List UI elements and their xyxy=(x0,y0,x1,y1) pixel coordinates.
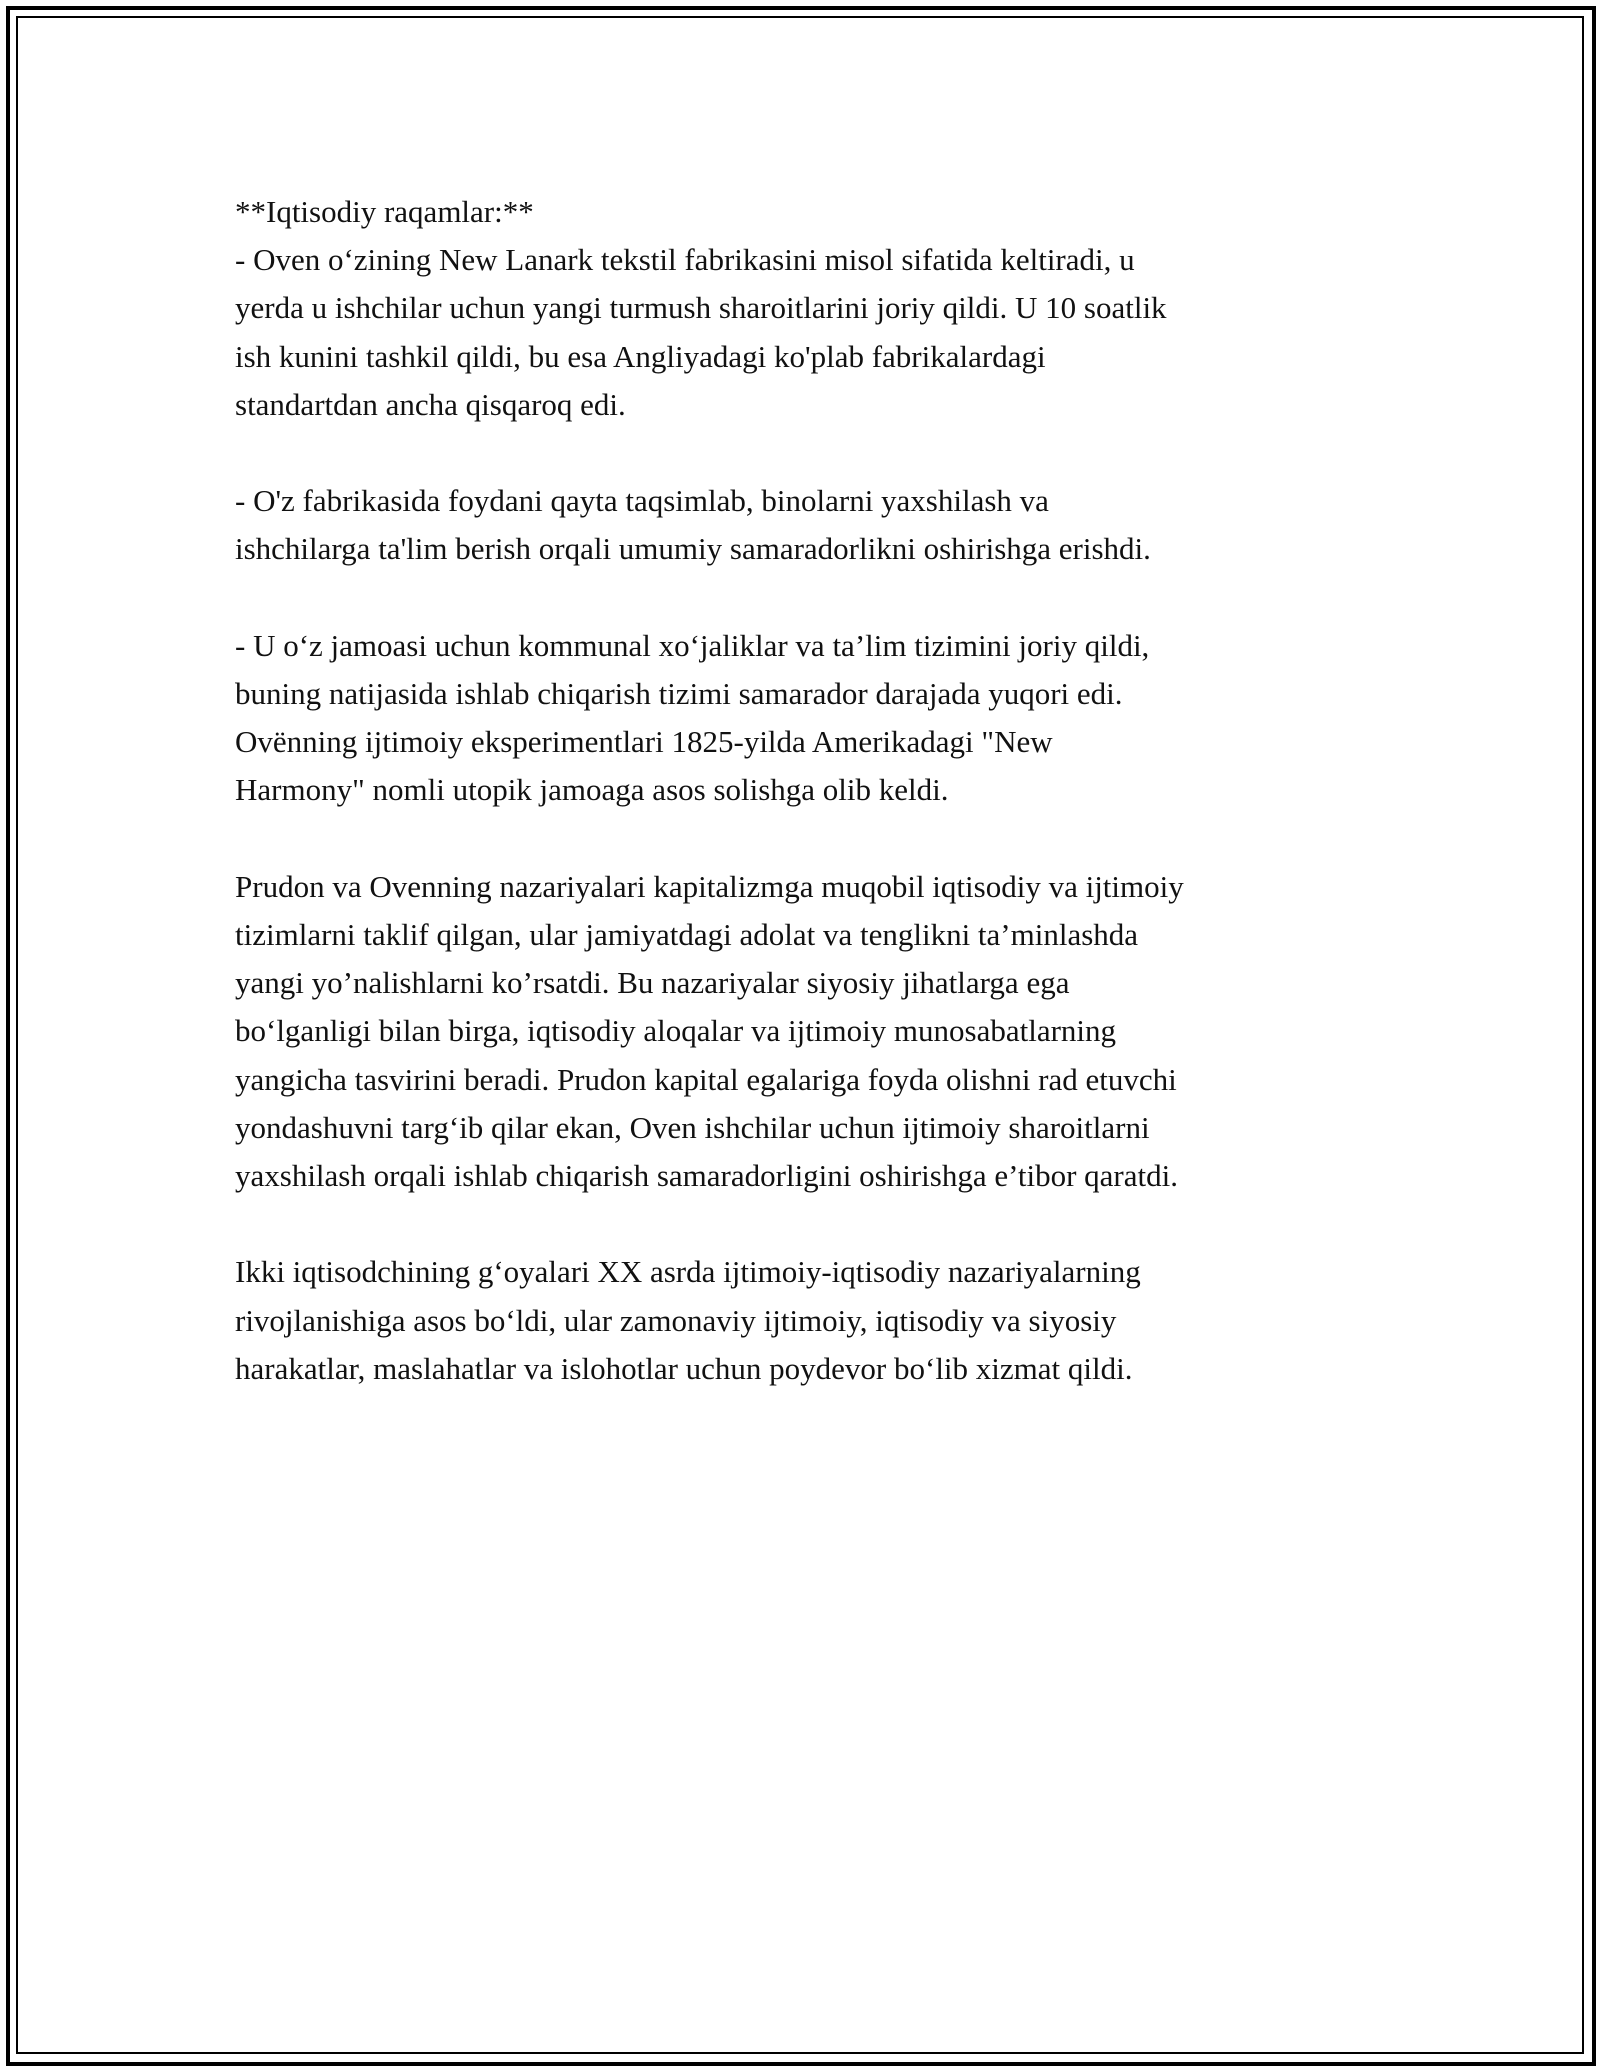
text-line: ishchilarga ta'lim berish orqali umumiy samaradorlikni oshirishga erishdi. xyxy=(235,531,1151,567)
text-line: bo‘lganligi bilan birga, iqtisodiy aloqalar va ijtimoiy munosabatlarning xyxy=(235,1013,1117,1049)
text-line: yangi yo’nalishlarni ko’rsatdi. Bu nazariyalar siyosiy jihatlarga ega xyxy=(235,965,1070,1001)
text-line: yondashuvni targ‘ib qilar ekan, Oven ishchilar uchun ijtimoiy sharoitlarni xyxy=(235,1109,1150,1145)
text-line: yaxshilash orqali ishlab chiqarish samaradorligini oshirishga e’tibor qaratdi. xyxy=(235,1158,1178,1194)
text-line: Ikki iqtisodchining g‘oyalari XX asrda ijtimoiy-iqtisodiy nazariyalarning xyxy=(235,1254,1141,1290)
document-body xyxy=(235,188,1375,1441)
text-line: Harmony" nomli utopik jamoaga asos solishga olib keldi. xyxy=(235,772,949,808)
paragraph-community-systems xyxy=(235,622,1375,815)
text-line: - O'z fabrikasida foydani qayta taqsimlab, binolarni yaxshilash va xyxy=(235,483,1049,519)
text-line: yerda u ishchilar uchun yangi turmush sharoitlarini joriy qildi. U 10 soatlik xyxy=(235,290,1167,326)
paragraph-prudon-oven-theories xyxy=(235,863,1375,1200)
text-line: yangicha tasvirini beradi. Prudon kapital egalariga foyda olishni rad etuvchi xyxy=(235,1061,1177,1097)
paragraph-profit-redistribution xyxy=(235,477,1375,573)
section-heading: **Iqtisodiy raqamlar:** xyxy=(235,194,534,229)
text-line: harakatlar, maslahatlar va islohotlar uchun poydevor bo‘lib xizmat qildi. xyxy=(235,1350,1133,1386)
paragraph-economic-figures-intro xyxy=(235,188,1375,429)
text-line: standartdan ancha qisqaroq edi. xyxy=(235,386,626,422)
text-line: tizimlarni taklif qilgan, ular jamiyatdagi adolat va tenglikni ta’minlashda xyxy=(235,917,1139,952)
paragraph-legacy xyxy=(235,1248,1375,1393)
text-line: buning natijasida ishlab chiqarish tizimi samarador darajada yuqori edi. xyxy=(235,676,1123,711)
text-line: Prudon va Ovenning nazariyalari kapitalizmga muqobil iqtisodiy va ijtimoiy xyxy=(235,868,1184,904)
text-line: rivojlanishiga asos bo‘ldi, ular zamonaviy ijtimoiy, iqtisodiy va siyosiy xyxy=(235,1302,1117,1338)
text-line: Ovënning ijtimoiy eksperimentlari 1825-yilda Amerikadagi "New xyxy=(235,724,1053,760)
text-line: ish kunini tashkil qildi, bu esa Angliyadagi ko'plab fabrikalardagi xyxy=(235,338,1046,374)
text-line: - Oven o‘zining New Lanark tekstil fabrikasini misol sifatida keltiradi, u xyxy=(235,242,1135,278)
text-line: - U o‘z jamoasi uchun kommunal xo‘jaliklar va ta’lim tizimini joriy qildi, xyxy=(235,627,1150,663)
